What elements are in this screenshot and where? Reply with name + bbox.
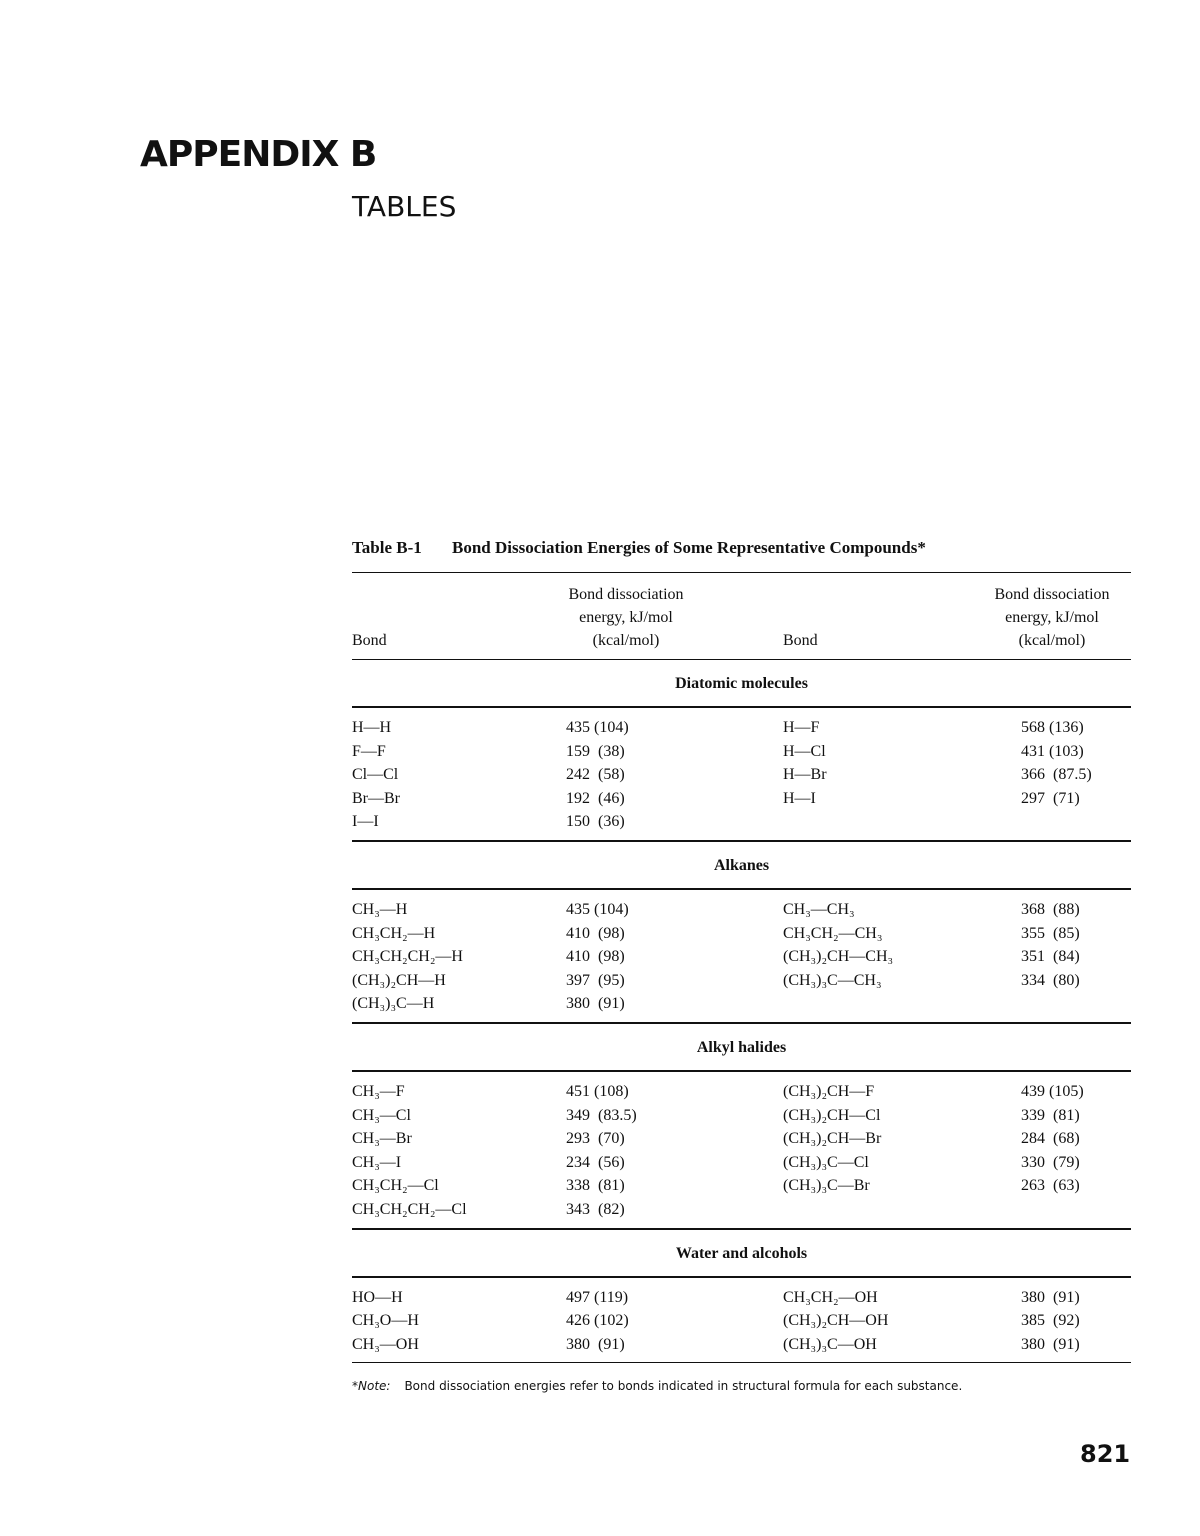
energy-right: 439 (105) xyxy=(1021,1082,1084,1100)
section-title: Alkanes xyxy=(713,856,770,874)
table-row xyxy=(352,1151,1131,1175)
section-title: Alkyl halides xyxy=(696,1038,787,1056)
header-energy-line2: energy, kJ/mol xyxy=(1005,609,1099,626)
table-row xyxy=(352,1286,1131,1310)
energy-left: 435 (104) xyxy=(566,900,629,918)
energy-right: 263 (63) xyxy=(1021,1177,1080,1195)
table-row xyxy=(352,922,1131,946)
bond-left: CH₃CH₂CH₂—H xyxy=(352,948,463,966)
bond-left: HO—H xyxy=(352,1288,403,1306)
table-row xyxy=(352,716,1131,740)
energy-right: 339 (81) xyxy=(1021,1106,1080,1124)
footnote-label: *Note: xyxy=(352,1379,391,1394)
energy-right: 380 (91) xyxy=(1021,1335,1080,1353)
energy-left: 451 (108) xyxy=(566,1082,629,1100)
section-rows xyxy=(352,1278,1131,1363)
header-bond-left: Bond xyxy=(352,632,387,649)
energy-left: 426 (102) xyxy=(566,1312,629,1330)
bond-right: H—Br xyxy=(783,766,827,784)
energy-left: 397 (95) xyxy=(566,971,625,989)
bond-right: (CH₃)₂CH—OH xyxy=(783,1312,889,1330)
table-row xyxy=(352,810,1131,834)
energy-left: 410 (98) xyxy=(566,948,625,966)
bond-right: (CH₃)₂CH—CH₃ xyxy=(783,948,894,966)
energy-left: 293 (70) xyxy=(566,1130,625,1148)
bond-right: (CH₃)₃C—CH₃ xyxy=(783,971,882,989)
table-row xyxy=(352,1104,1131,1128)
table-row xyxy=(352,992,1131,1016)
table-row xyxy=(352,1080,1131,1104)
bond-right: H—I xyxy=(783,789,816,807)
bond-left: I—I xyxy=(352,813,379,831)
bond-left: CH₃—Br xyxy=(352,1130,412,1148)
bond-left: Br—Br xyxy=(352,789,400,807)
header-energy-line1: Bond dissociation xyxy=(568,586,684,603)
appendix-title: APPENDIX B xyxy=(140,134,377,175)
energy-right: 284 (68) xyxy=(1021,1130,1080,1148)
energy-left: 380 (91) xyxy=(566,1335,625,1353)
energy-right: 334 (80) xyxy=(1021,971,1080,989)
bond-left: CH₃—H xyxy=(352,900,408,918)
bond-right: H—F xyxy=(783,719,820,736)
page-number: 821 xyxy=(1080,1440,1131,1468)
table-row xyxy=(352,945,1131,969)
header-energy-line1: Bond dissociation xyxy=(994,586,1110,603)
energy-left: 192 (46) xyxy=(566,789,625,807)
bond-left: (CH₃)₂CH—H xyxy=(352,971,446,989)
energy-left: 242 (58) xyxy=(566,766,625,784)
bond-left: CH₃CH₂—Cl xyxy=(352,1177,439,1195)
energy-left: 497 (119) xyxy=(566,1288,629,1306)
bond-right: (CH₃)₂CH—Br xyxy=(783,1130,882,1148)
appendix-subtitle: TABLES xyxy=(352,190,457,223)
header-energy-left xyxy=(522,583,730,652)
bond-right: (CH₃)₃C—OH xyxy=(783,1335,877,1353)
section-rows xyxy=(352,708,1131,840)
bond-left: H—H xyxy=(352,719,392,736)
bond-left: (CH₃)₃C—H xyxy=(352,995,435,1013)
energy-left: 435 (104) xyxy=(566,719,629,736)
section-title: Diatomic molecules xyxy=(675,675,808,692)
header-energy-line2: energy, kJ/mol xyxy=(579,609,673,626)
energy-right: 351 (84) xyxy=(1021,948,1080,966)
energy-left: 338 (81) xyxy=(566,1177,625,1195)
table-caption xyxy=(352,536,1131,560)
bond-left: CH₃—Cl xyxy=(352,1106,411,1124)
table-title: Bond Dissociation Energies of Some Representative Compounds* xyxy=(452,538,926,557)
bond-right: H—Cl xyxy=(783,742,826,760)
bond-left: CH₃O—H xyxy=(352,1312,419,1330)
bond-right: CH₃—CH₃ xyxy=(783,900,855,918)
energy-left: 343 (82) xyxy=(566,1200,625,1218)
table-row xyxy=(352,1333,1131,1357)
energy-right: 431 (103) xyxy=(1021,742,1084,760)
header-energy-line3: (kcal/mol) xyxy=(1018,632,1086,649)
header-energy-line3: (kcal/mol) xyxy=(592,632,660,649)
bond-right: (CH₃)₃C—Cl xyxy=(783,1153,869,1171)
bond-energy-table xyxy=(352,536,1131,1393)
bond-left: CH₃—F xyxy=(352,1082,405,1100)
table-body xyxy=(352,659,1131,1362)
table-row xyxy=(352,1309,1131,1333)
energy-right: 297 (71) xyxy=(1021,789,1080,807)
energy-right: 568 (136) xyxy=(1021,719,1084,736)
energy-left: 380 (91) xyxy=(566,995,625,1013)
bond-right: CH₃CH₂—OH xyxy=(783,1288,878,1306)
bond-left: Cl—Cl xyxy=(352,766,399,784)
energy-right: 380 (91) xyxy=(1021,1288,1080,1306)
table-row xyxy=(352,898,1131,922)
table-row xyxy=(352,1127,1131,1151)
table-row xyxy=(352,1174,1131,1198)
energy-right: 368 (88) xyxy=(1021,900,1080,918)
energy-left: 349 (83.5) xyxy=(566,1106,637,1124)
bond-right: (CH₃)₂CH—F xyxy=(783,1082,875,1100)
energy-left: 410 (98) xyxy=(566,924,625,942)
footnote-text: Bond dissociation energies refer to bonds indicated in structural formula for each substance. xyxy=(404,1379,963,1394)
table-number: Table B-1 xyxy=(352,538,422,557)
section-rows xyxy=(352,1072,1131,1228)
bond-right: (CH₃)₃C—Br xyxy=(783,1177,870,1195)
table-row xyxy=(352,763,1131,787)
bond-left: CH₃—OH xyxy=(352,1335,419,1353)
energy-right: 330 (79) xyxy=(1021,1153,1080,1171)
section-rows xyxy=(352,890,1131,1022)
table-row xyxy=(352,740,1131,764)
header-bond-right: Bond xyxy=(783,632,818,649)
bond-left: F—F xyxy=(352,742,386,760)
energy-left: 150 (36) xyxy=(566,813,625,831)
energy-left: 234 (56) xyxy=(566,1153,625,1171)
section-title: Water and alcohols xyxy=(675,1244,808,1262)
table-header xyxy=(352,573,1131,659)
bond-left: CH₃CH₂—H xyxy=(352,924,436,942)
table-row xyxy=(352,969,1131,993)
table-row xyxy=(352,1198,1131,1222)
energy-right: 366 (87.5) xyxy=(1021,766,1092,784)
header-energy-right xyxy=(972,583,1132,652)
table-row xyxy=(352,787,1131,811)
bond-left: CH₃—I xyxy=(352,1153,402,1171)
bond-left: CH₃CH₂CH₂—Cl xyxy=(352,1200,467,1218)
table-footnote xyxy=(352,1379,1131,1393)
bond-right: CH₃CH₂—CH₃ xyxy=(783,924,883,942)
table-bottom-rule xyxy=(352,1362,1131,1363)
energy-right: 385 (92) xyxy=(1021,1312,1080,1330)
energy-left: 159 (38) xyxy=(566,742,625,760)
energy-right: 355 (85) xyxy=(1021,924,1080,942)
bond-right: (CH₃)₂CH—Cl xyxy=(783,1106,881,1124)
